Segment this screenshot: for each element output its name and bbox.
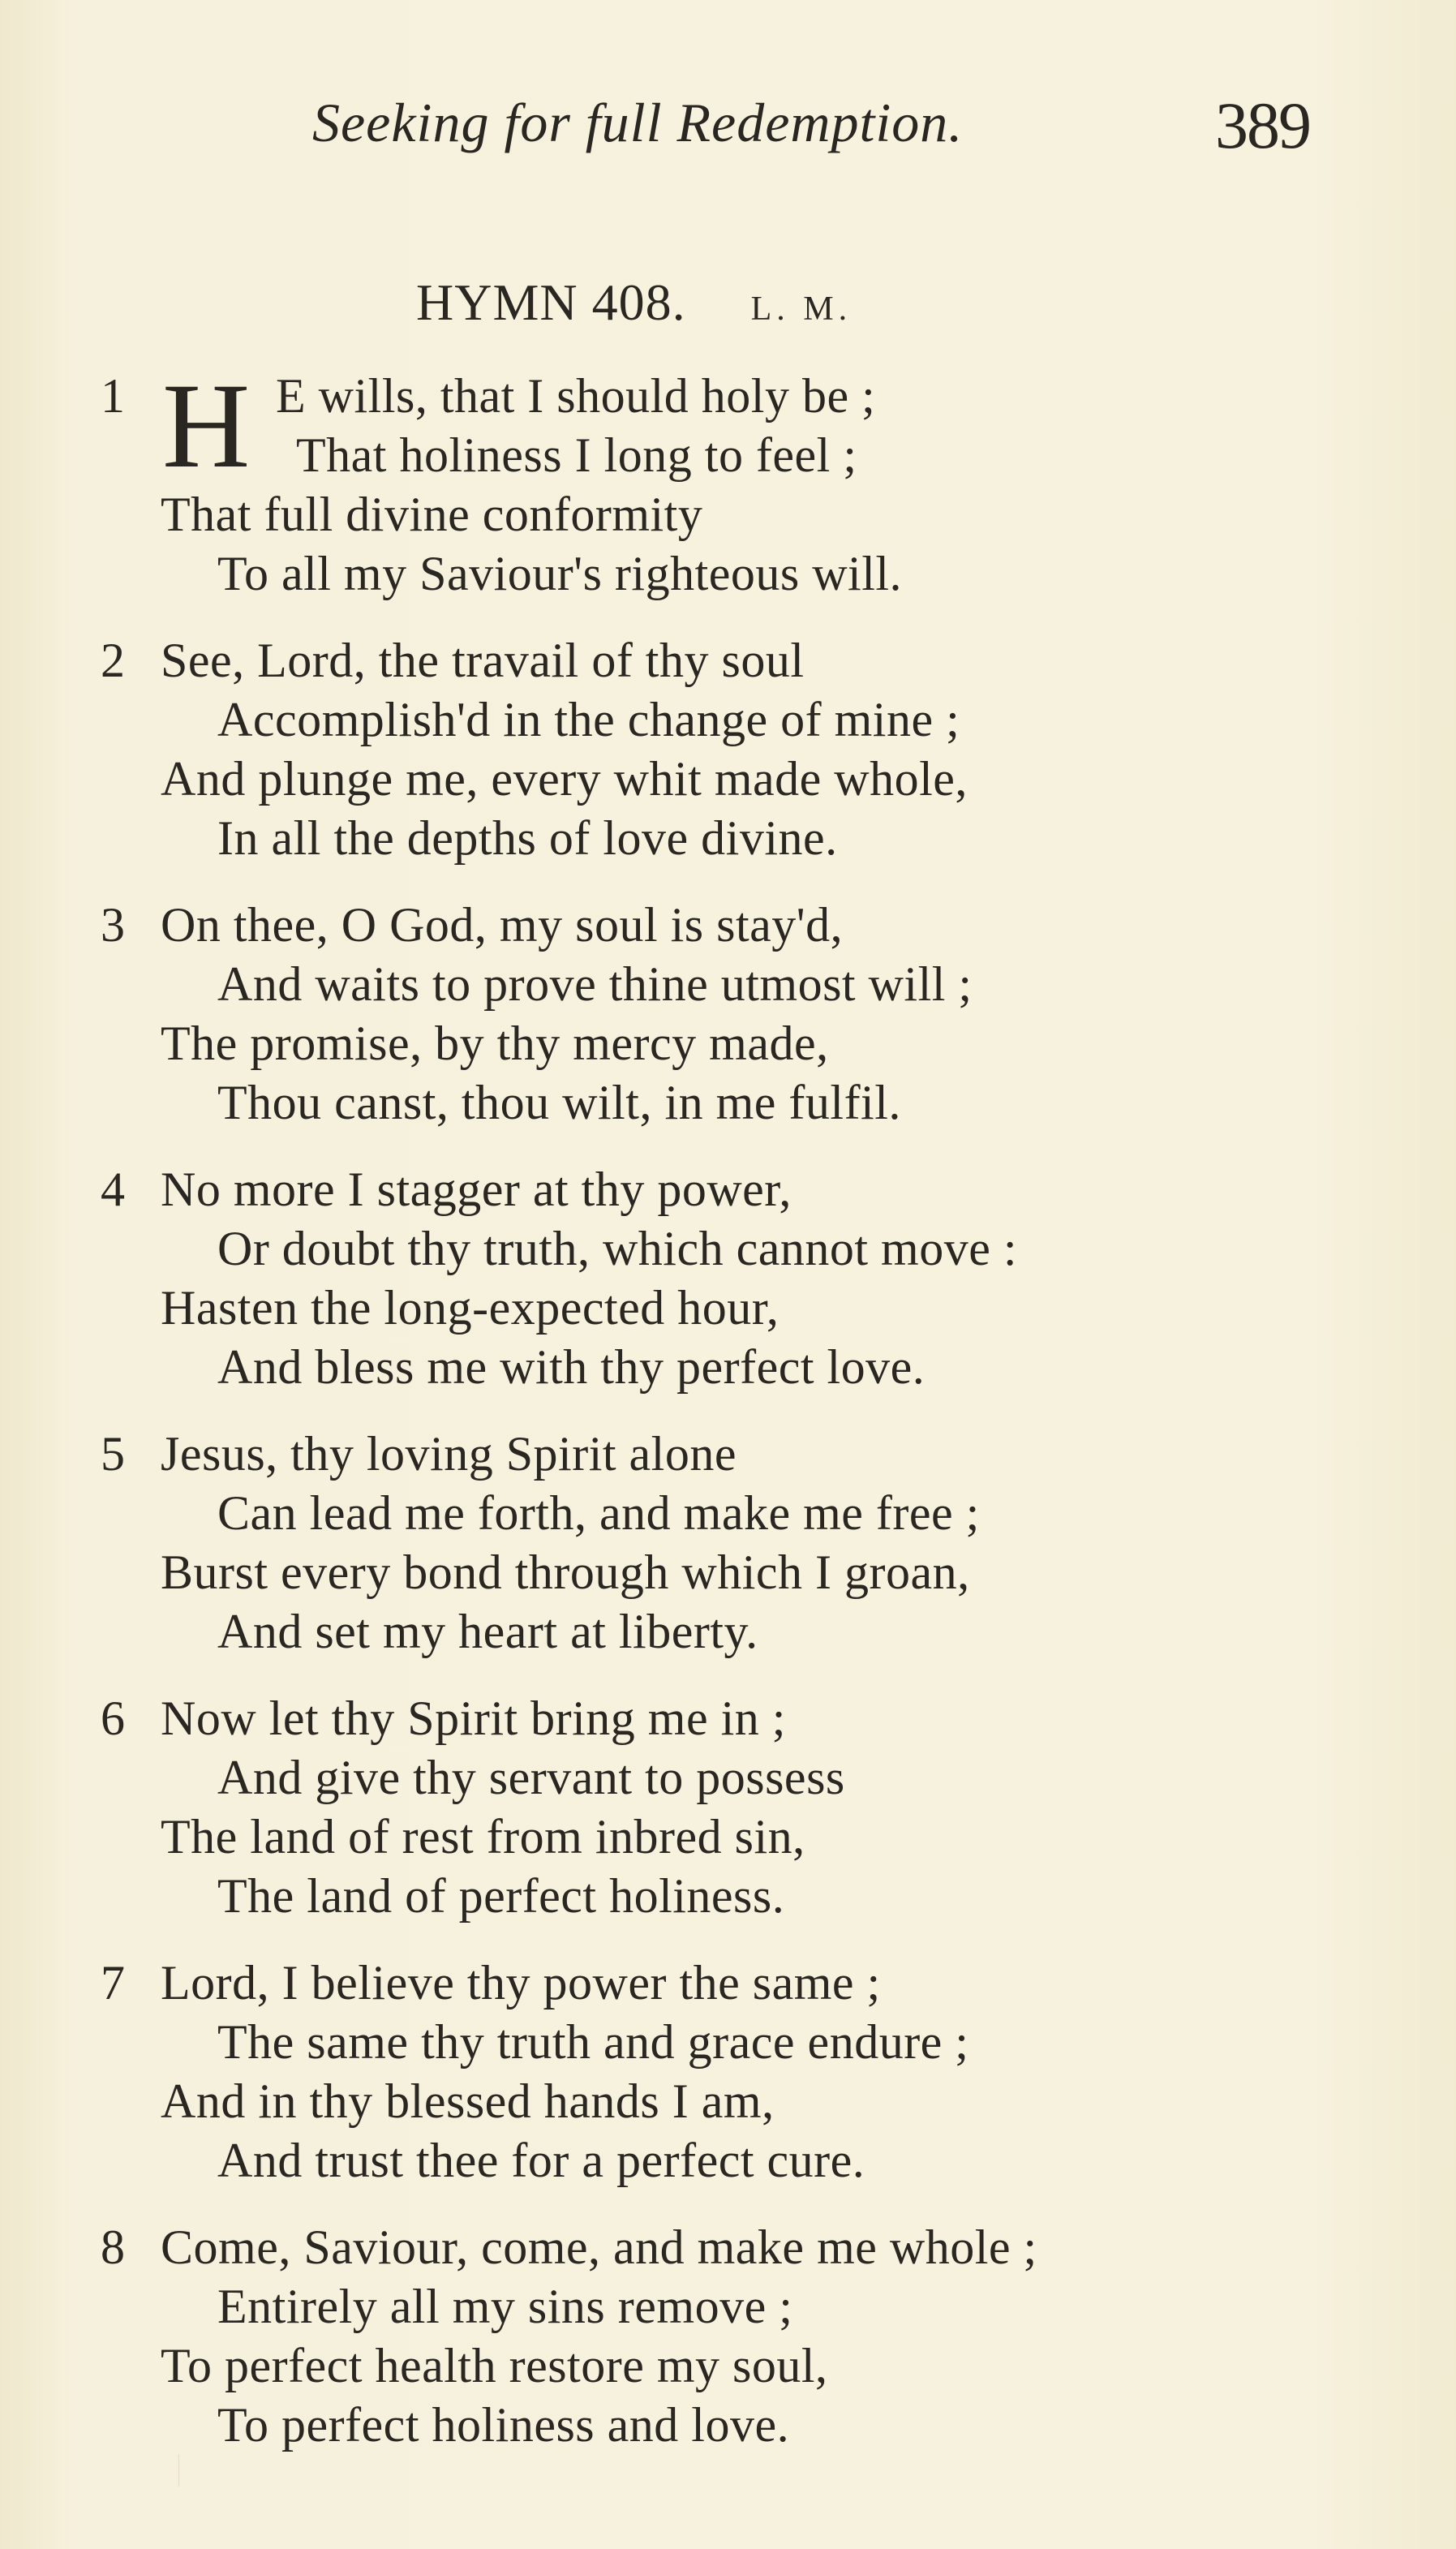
stanza-line: Lord, I believe thy power the same ; [161, 1956, 881, 2010]
stanza-number: 2 [101, 634, 125, 687]
stanza-7 [0, 1954, 1456, 2190]
stanza-line: The promise, by thy mercy made, [161, 1017, 829, 1070]
stanza-line: See, Lord, the travail of thy soul [161, 634, 805, 687]
stanza-2 [0, 631, 1456, 868]
stanza-number: 8 [101, 2220, 125, 2274]
stanza-line: And trust thee for a perfect cure. [217, 2134, 865, 2187]
stanza-line: Burst every bond through which I groan, [161, 1545, 970, 1599]
stanza-3 [0, 896, 1456, 1133]
running-title: Seeking for full Redemption. [312, 92, 964, 153]
stanza-line: On thee, O God, my soul is stay'd, [161, 898, 844, 952]
stanza-line: Now let thy Spirit bring me in ; [161, 1691, 786, 1745]
stanza-number: 6 [101, 1691, 125, 1745]
stanza-4 [0, 1160, 1456, 1397]
stanza-line: Or doubt thy truth, which cannot move : [217, 1222, 1018, 1275]
stanza-line: Thou canst, thou wilt, in me fulfil. [217, 1076, 901, 1129]
stanza-line: To all my Saviour's righteous will. [217, 547, 903, 600]
stanza-line: Accomplish'd in the change of mine ; [217, 693, 960, 746]
drop-capital: H [162, 359, 251, 493]
stanza-line: The same thy truth and grace endure ; [217, 2015, 969, 2069]
stanza-number: 7 [101, 1956, 125, 2010]
stanza-number: 3 [101, 898, 125, 952]
stanza-8 [0, 2218, 1456, 2455]
page-number: 389 [1215, 88, 1310, 162]
stanza-line: And in thy blessed hands I am, [161, 2074, 775, 2128]
stanza-line: Come, Saviour, come, and make me whole ; [161, 2220, 1037, 2274]
stanza-1 [0, 359, 1456, 604]
stanza-line: Hasten the long-expected hour, [161, 1281, 780, 1335]
stanza-5 [0, 1425, 1456, 1661]
hymn-heading [416, 273, 852, 333]
stanza-line: In all the depths of love divine. [217, 811, 838, 865]
stanza-line: To perfect holiness and love. [217, 2398, 790, 2452]
stanza-line: And bless me with thy perfect love. [217, 1340, 926, 1394]
stanza-line: And plunge me, every whit made whole, [161, 752, 968, 806]
stanza-line: Jesus, thy loving Spirit alone [161, 1427, 737, 1481]
stanza-6 [0, 1689, 1456, 1926]
stanza-line: That holiness I long to feel ; [296, 428, 857, 482]
stanza-line: And give thy servant to possess [217, 1751, 845, 1804]
stanza-number: 1 [101, 369, 125, 423]
stanza-line: Entirely all my sins remove ; [217, 2280, 793, 2333]
hymn-stanzas [0, 359, 1456, 2482]
stanza-line: That full divine conformity [161, 488, 703, 541]
stanza-line: No more I stagger at thy power, [161, 1163, 792, 1216]
hymn-title: HYMN 408. [416, 273, 686, 331]
stanza-number: 4 [101, 1163, 125, 1216]
stanza-line: Can lead me forth, and make me free ; [217, 1486, 980, 1540]
hymn-meter: L. M. [750, 290, 853, 328]
page-margin-mark [178, 2454, 187, 2487]
stanza-line: To perfect health restore my soul, [161, 2339, 828, 2392]
stanza-line: The land of rest from inbred sin, [161, 1810, 805, 1863]
stanza-line: E wills, that I should holy be ; [276, 369, 876, 423]
stanza-line: The land of perfect holiness. [217, 1869, 785, 1923]
stanza-line: And set my heart at liberty. [217, 1605, 758, 1658]
stanza-line: And waits to prove thine utmost will ; [217, 957, 973, 1011]
stanza-number: 5 [101, 1427, 125, 1481]
